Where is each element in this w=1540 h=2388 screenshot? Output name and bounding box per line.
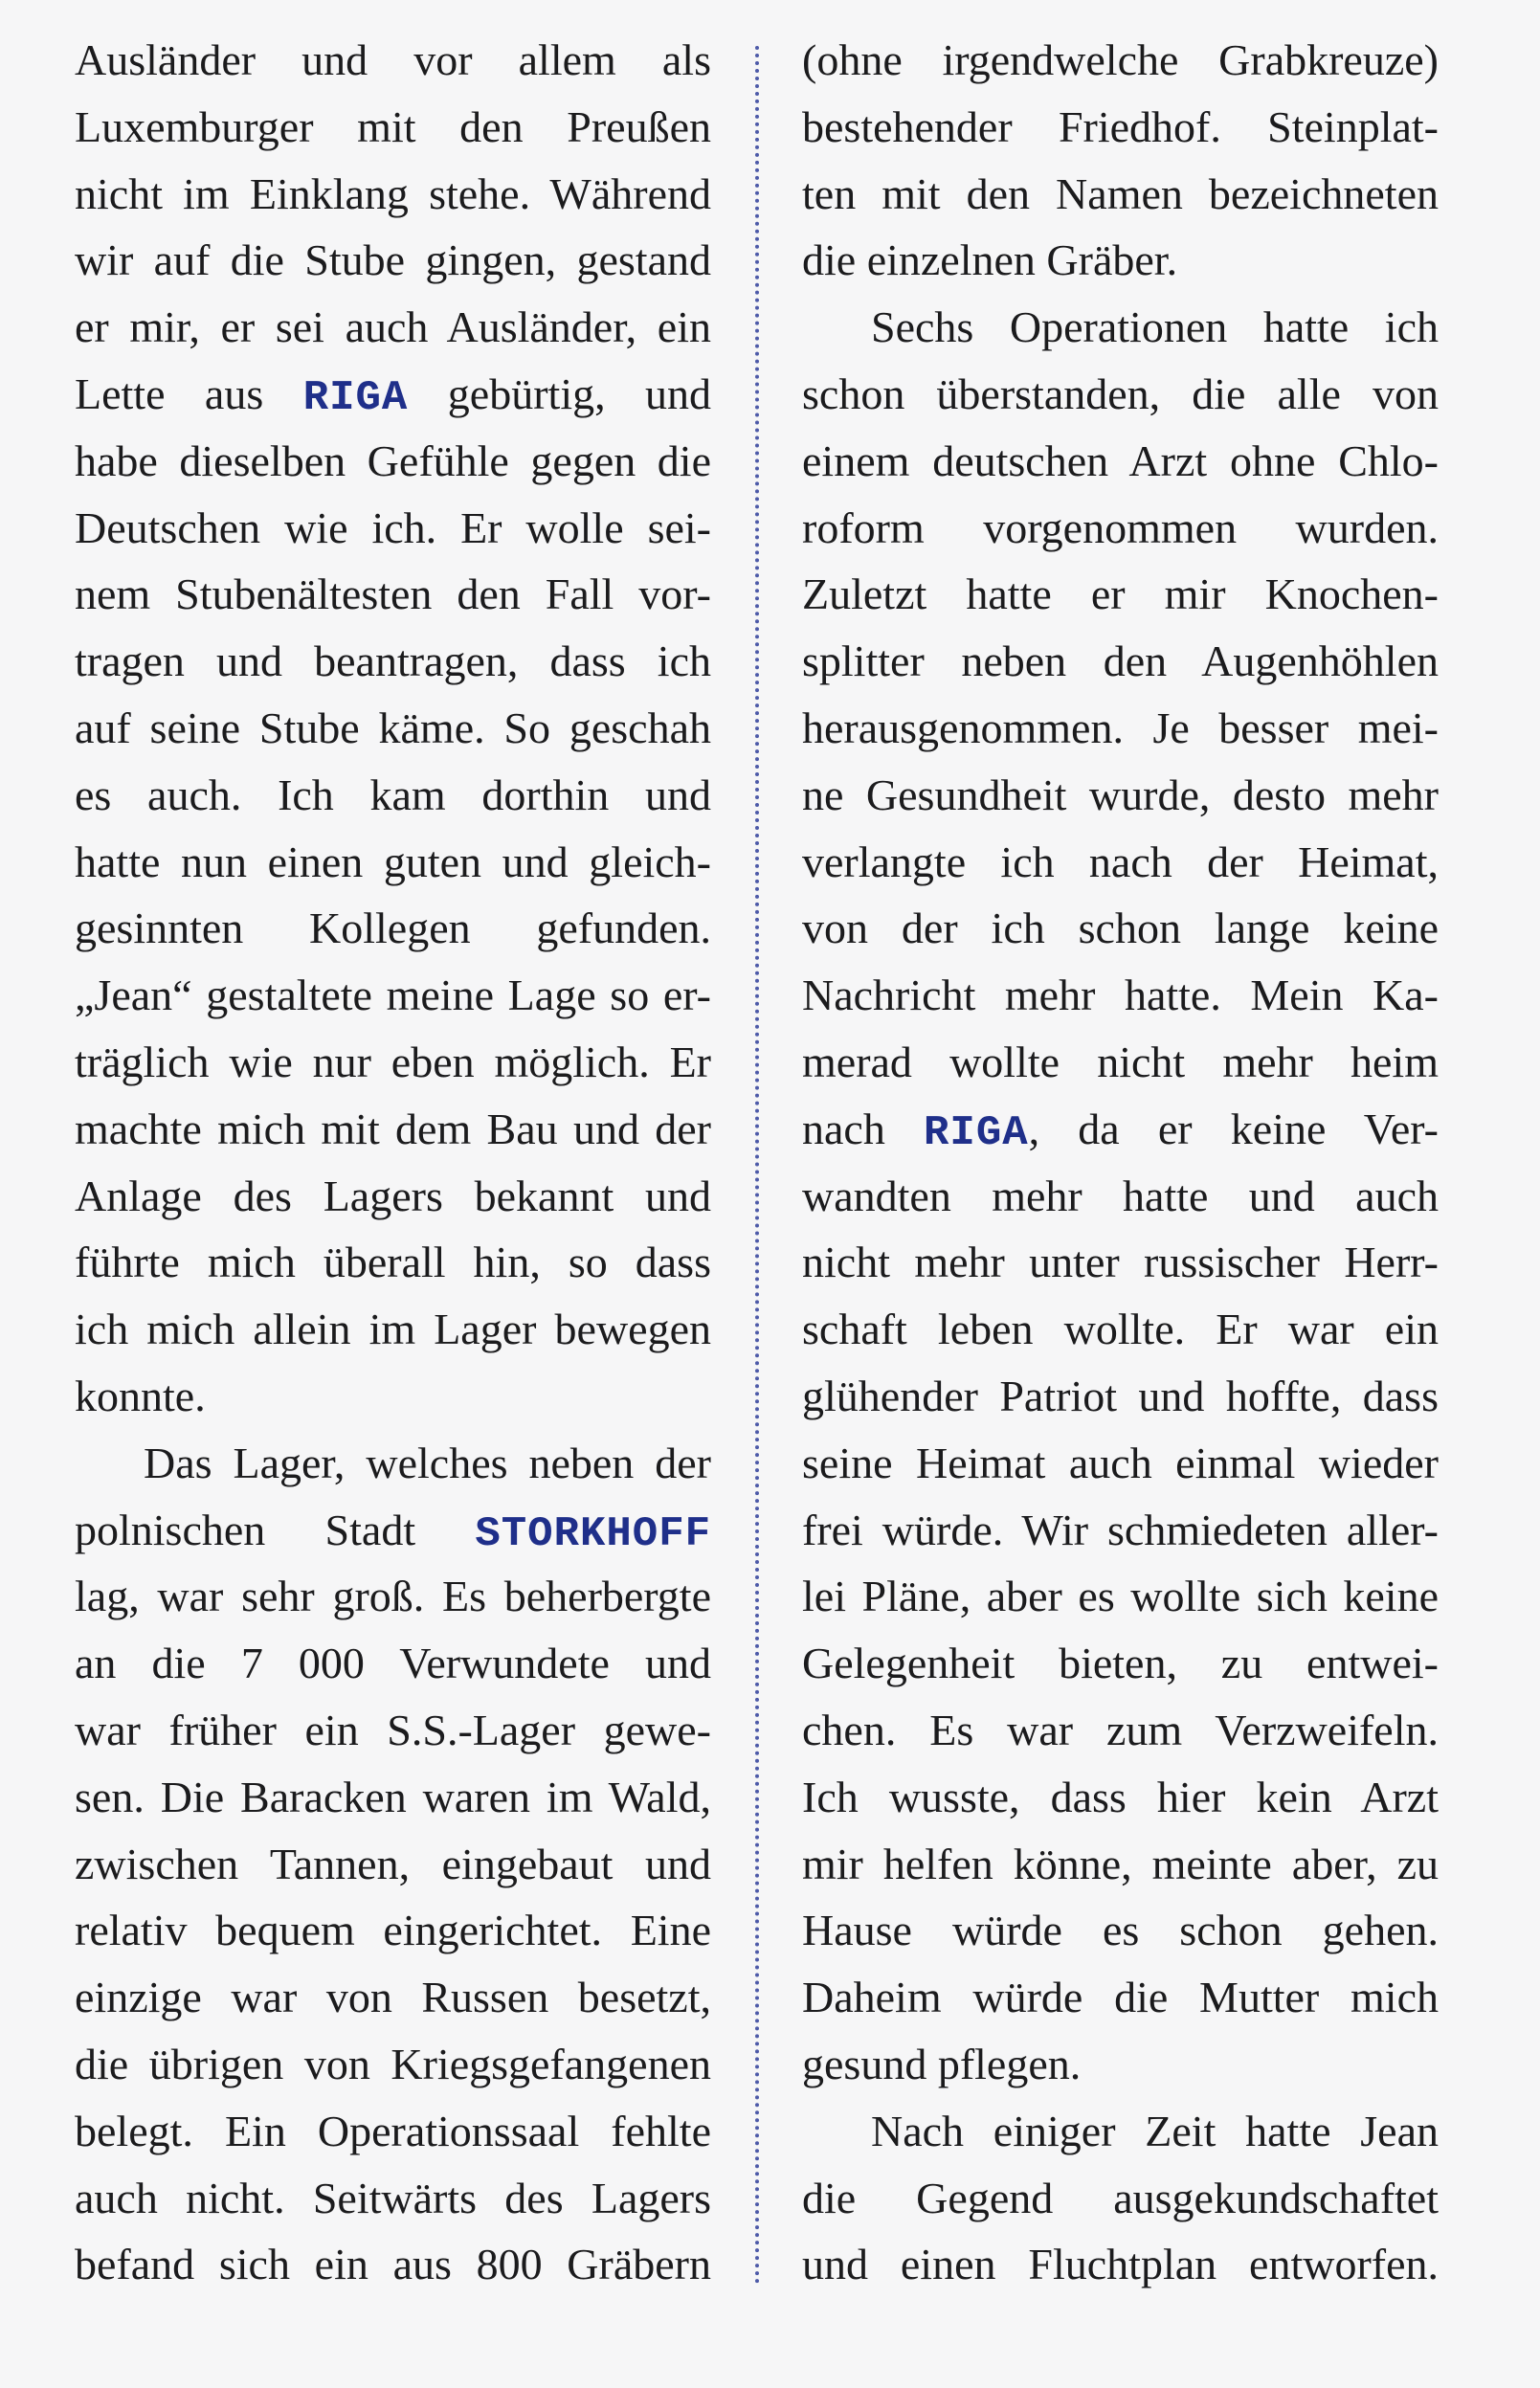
- text-line: frei würde. Wir schmiedeten aller-: [802, 1505, 1439, 1554]
- text-line: verlangte ich nach der Heimat,: [802, 837, 1439, 886]
- text-line: träglich wie nur eben möglich. Er: [75, 1037, 711, 1086]
- text-line: lag, war sehr groß. Es beherbergte: [75, 1572, 711, 1621]
- place-name-storkhoff: STORKHOFF: [475, 1509, 711, 1558]
- text-line: wandten mehr hatte und auch: [802, 1171, 1439, 1220]
- text-line: seine Heimat auch einmal wieder: [802, 1438, 1439, 1487]
- text-line: einem deutschen Arzt ohne Chlo-: [802, 435, 1439, 485]
- text-line: die Gegend ausgekundschaftet: [802, 2173, 1439, 2222]
- right-paragraph-1: [802, 27, 1439, 294]
- text-line: nicht mehr unter russischer Herr-: [802, 1238, 1439, 1287]
- text-line: relativ bequem eingerichtet. Eine: [75, 1906, 711, 1955]
- text-line: war früher ein S.S.-Lager gewe-: [75, 1705, 711, 1754]
- text-line: habe dieselben Gefühle gegen die: [75, 435, 711, 485]
- text-line: machte mich mit dem Bau und der: [75, 1104, 711, 1153]
- text-line: mir helfen könne, meinte aber, zu: [802, 1839, 1439, 1888]
- text-line: Nachricht mehr hatte. Mein Ka-: [802, 971, 1439, 1020]
- text-line: befand sich ein aus 800 Gräbern: [75, 2240, 711, 2289]
- text-line: zwischen Tannen, eingebaut und: [75, 1839, 711, 1888]
- text-line: konnte.: [75, 1371, 206, 1420]
- text-fragment: nach: [802, 1104, 885, 1153]
- text-line: glühender Patriot und hoffte, dass: [802, 1371, 1439, 1420]
- text-line: Luxemburger mit den Preußen: [75, 101, 711, 151]
- text-line: die übrigen von Kriegsgefangenen: [75, 2039, 711, 2088]
- left-paragraph-2: [75, 1430, 711, 2298]
- text-line: an die 7 000 Verwundete und: [75, 1639, 711, 1688]
- text-line: Sechs Operationen hatte ich: [871, 302, 1439, 352]
- text-line: lei Pläne, aber es wollte sich keine: [802, 1572, 1439, 1621]
- text-line: (ohne irgendwelche Grabkreuze): [802, 35, 1439, 84]
- text-line: auf seine Stube käme. So geschah: [75, 703, 711, 752]
- place-name-riga: RIGA: [302, 373, 409, 422]
- text-line: und einen Fluchtplan entworfen.: [802, 2240, 1439, 2289]
- text-line: auch nicht. Seitwärts des Lagers: [75, 2173, 711, 2222]
- text-line: Ausländer und vor allem als: [75, 35, 711, 84]
- column-divider: [755, 46, 759, 2286]
- text-line: ich mich allein im Lager bewegen: [75, 1305, 711, 1354]
- text-line: ten mit den Namen bezeichneten: [802, 168, 1439, 218]
- text-line: roform vorgenommen wurden.: [802, 502, 1439, 552]
- text-line: „Jean“ gestaltete meine Lage so er-: [75, 971, 711, 1020]
- text-line: von der ich schon lange keine: [802, 904, 1439, 953]
- text-line: Daheim würde die Mutter mich: [802, 1973, 1439, 2022]
- text-line: schaft leben wollte. Er war ein: [802, 1305, 1439, 1354]
- text-line-with-place: [75, 1497, 711, 1564]
- place-name-riga: RIGA: [924, 1108, 1029, 1157]
- text-line-with-place: [802, 1096, 1439, 1163]
- text-line: Das Lager, welches neben der: [144, 1438, 711, 1487]
- text-line: belegt. Ein Operationssaal fehlte: [75, 2106, 711, 2155]
- text-line: chen. Es war zum Verzweifeln.: [802, 1705, 1439, 1754]
- right-column: [802, 27, 1439, 2298]
- right-paragraph-3: [802, 2098, 1439, 2298]
- text-line: bestehender Friedhof. Steinplat-: [802, 101, 1439, 151]
- text-line: schon überstanden, die alle von: [802, 368, 1439, 418]
- text-line: nicht im Einklang stehe. Während: [75, 168, 711, 218]
- left-paragraph-1: [75, 27, 711, 1430]
- text-line: hatte nun einen guten und gleich-: [75, 837, 711, 886]
- text-line: es auch. Ich kam dorthin und: [75, 770, 711, 819]
- text-line: einzige war von Russen besetzt,: [75, 1973, 711, 2022]
- text-line: gesinnten Kollegen gefunden.: [75, 904, 711, 953]
- text-fragment: polnischen Stadt: [75, 1505, 416, 1554]
- text-line: Ich wusste, dass hier kein Arzt: [802, 1772, 1439, 1821]
- text-line: wir auf die Stube gingen, gestand: [75, 235, 711, 285]
- text-line: Zuletzt hatte er mir Knochen-: [802, 569, 1439, 619]
- text-line: Deutschen wie ich. Er wolle sei-: [75, 502, 711, 552]
- text-line: herausgenommen. Je besser mei-: [802, 703, 1439, 752]
- text-line: Hause würde es schon gehen.: [802, 1906, 1439, 1955]
- text-line: nem Stubenältesten den Fall vor-: [75, 569, 711, 619]
- text-line: Gelegenheit bieten, zu entwei-: [802, 1639, 1439, 1688]
- left-column: [75, 27, 711, 2298]
- text-line: Anlage des Lagers bekannt und: [75, 1171, 711, 1220]
- text-line: ne Gesundheit wurde, desto mehr: [802, 770, 1439, 819]
- right-paragraph-2: [802, 294, 1439, 2098]
- text-fragment: Lette aus: [75, 368, 264, 418]
- text-line: er mir, er sei auch Ausländer, ein: [75, 302, 711, 352]
- text-line: gesund pflegen.: [802, 2039, 1082, 2088]
- text-line: Nach einiger Zeit hatte Jean: [871, 2106, 1439, 2155]
- text-line: die einzelnen Gräber.: [802, 235, 1178, 285]
- text-line: sen. Die Baracken waren im Wald,: [75, 1772, 711, 1821]
- text-fragment: , da er keine Ver-: [1028, 1104, 1439, 1153]
- text-line: tragen und beantragen, dass ich: [75, 636, 711, 686]
- text-line: führte mich überall hin, so dass: [75, 1238, 711, 1287]
- text-line: merad wollte nicht mehr heim: [802, 1037, 1439, 1086]
- text-line-with-place: [75, 361, 711, 428]
- text-fragment: gebürtig, und: [447, 368, 712, 418]
- text-line: splitter neben den Augenhöhlen: [802, 636, 1439, 686]
